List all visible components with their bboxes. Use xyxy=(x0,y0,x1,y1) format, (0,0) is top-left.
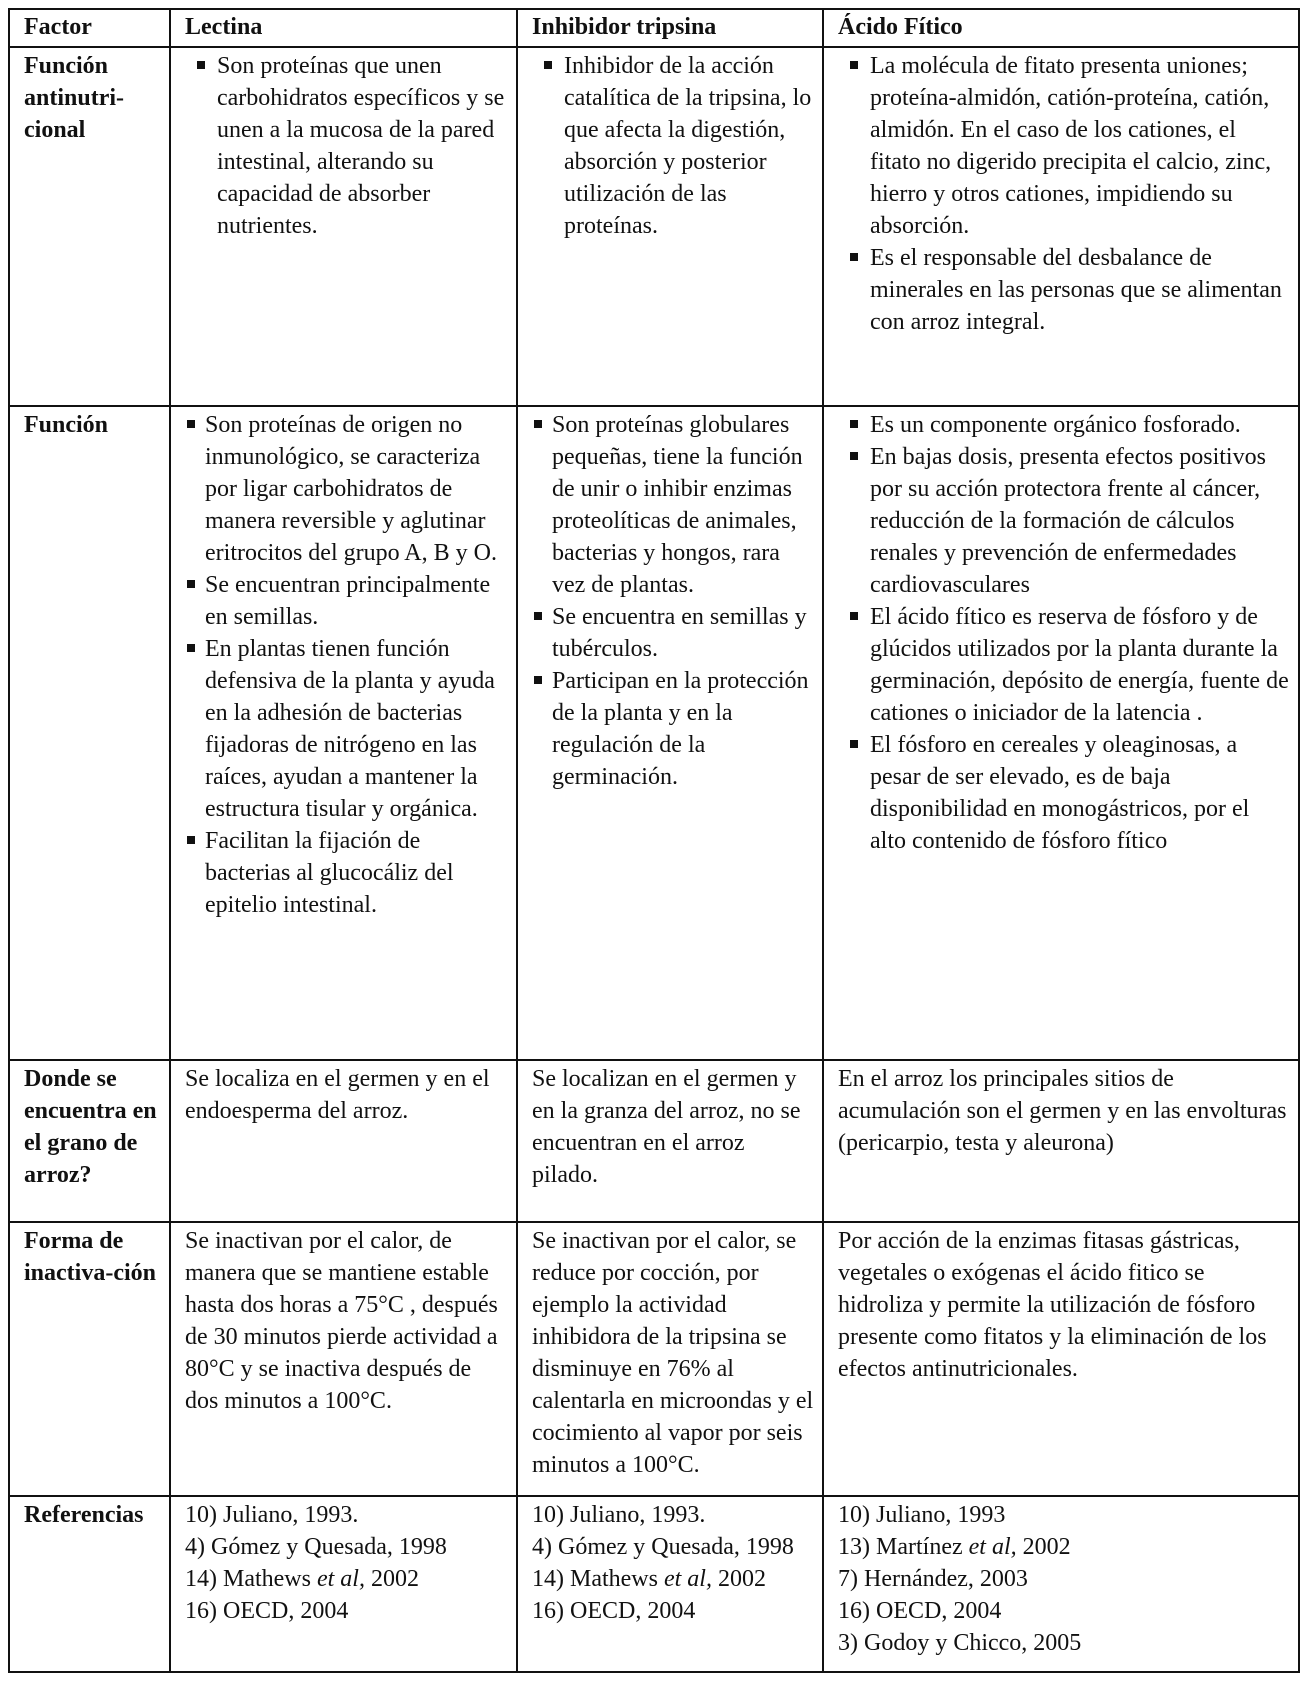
reference-line: 16) OECD, 2004 xyxy=(838,1598,1002,1624)
reference-line: 10) Juliano, 1993. xyxy=(532,1502,706,1528)
reference-line: 10) Juliano, 1993. xyxy=(185,1502,359,1528)
row-referencias xyxy=(9,1496,1299,1672)
reference-line: 16) OECD, 2004 xyxy=(185,1598,349,1624)
list-item: Participan en la protección de la planta y en la regulación de la germinación. xyxy=(532,665,814,793)
cell-acido: En el arroz los principales sitios de acumulación son el germen y en las envolturas (pericarpio, testa y aleurona) xyxy=(823,1060,1299,1222)
reference-line: 4) Gómez y Quesada, 1998 xyxy=(185,1534,447,1560)
row-funcion xyxy=(9,406,1299,1060)
cell-inhibidor xyxy=(517,1496,823,1672)
cell-inhibidor xyxy=(517,406,823,1060)
row-label: Función xyxy=(9,406,170,1060)
cell-acido xyxy=(823,47,1299,406)
reference-line: 13) Martínez et al, 2002 xyxy=(838,1534,1071,1560)
list-item: Es el responsable del desbalance de minerales en las personas que se alimentan con arroz integral. xyxy=(838,242,1290,338)
list-item: El ácido fítico es reserva de fósforo y de glúcidos utilizados por la planta durante la germinación, depósito de energía, fuente de cationes o iniciador de la latencia . xyxy=(838,601,1290,729)
list-item: Se encuentra en semillas y tubérculos. xyxy=(532,601,814,665)
list-item: Son proteínas de origen no inmunológico, se caracteriza por ligar carbohidratos de manera reversible y aglutinar eritrocitos del grupo A, B y O. xyxy=(185,409,508,569)
cell-inhibidor: Se localizan en el germen y en la granza del arroz, no se encuentran en el arroz pilado. xyxy=(517,1060,823,1222)
reference-line: 14) Mathews et al, 2002 xyxy=(532,1566,766,1592)
row-donde-se-encuentra xyxy=(9,1060,1299,1222)
header-acido-fitico: Ácido Fítico xyxy=(823,9,1299,47)
list-item: Facilitan la fijación de bacterias al glucocáliz del epitelio intestinal. xyxy=(185,825,508,921)
reference-line: 16) OECD, 2004 xyxy=(532,1598,696,1624)
list-item: Es un componente orgánico fosforado. xyxy=(838,409,1290,441)
cell-lectina xyxy=(170,406,517,1060)
cell-inhibidor xyxy=(517,47,823,406)
cell-lectina: Se inactivan por el calor, de manera que se mantiene estable hasta dos horas a 75°C , después de 30 minutos pierde actividad a 80°C y se inactiva después de dos minutos a 100°C. xyxy=(170,1222,517,1496)
row-label: Forma de inactiva-ción xyxy=(9,1222,170,1496)
list-item: Inhibidor de la acción catalítica de la tripsina, lo que afecta la digestión, absorción y posterior utilización de las proteínas. xyxy=(532,50,814,242)
list-item: La molécula de fitato presenta uniones; proteína-almidón, catión-proteína, catión, almidón. En el caso de los cationes, el fitato no digerido precipita el calcio, zinc, hierro y otros cationes, impidiendo su absorción. xyxy=(838,50,1290,242)
cell-lectina xyxy=(170,1496,517,1672)
factor-comparison-table xyxy=(8,8,1300,1673)
reference-line: 4) Gómez y Quesada, 1998 xyxy=(532,1534,794,1560)
row-label: Función antinutri-cional xyxy=(9,47,170,406)
cell-inhibidor: Se inactivan por el calor, se reduce por cocción, por ejemplo la actividad inhibidora de la tripsina se disminuye en 76% al calentarla en microondas y el cocimiento al vapor por seis minutos a 100°C. xyxy=(517,1222,823,1496)
cell-acido xyxy=(823,406,1299,1060)
reference-line: 3) Godoy y Chicco, 2005 xyxy=(838,1630,1082,1656)
header-row xyxy=(9,9,1299,47)
list-item: Son proteínas que unen carbohidratos específicos y se unen a la mucosa de la pared intestinal, alterando su capacidad de absorber nutrientes. xyxy=(185,50,508,242)
header-factor: Factor xyxy=(9,9,170,47)
row-label: Referencias xyxy=(9,1496,170,1672)
list-item: El fósforo en cereales y oleaginosas, a pesar de ser elevado, es de baja disponibilidad en monogástricos, por el alto contenido de fósforo fítico xyxy=(838,729,1290,857)
row-forma-de-inactivacion xyxy=(9,1222,1299,1496)
cell-lectina xyxy=(170,47,517,406)
cell-acido xyxy=(823,1496,1299,1672)
cell-lectina: Se localiza en el germen y en el endoesperma del arroz. xyxy=(170,1060,517,1222)
reference-line: 7) Hernández, 2003 xyxy=(838,1566,1028,1592)
reference-line: 14) Mathews et al, 2002 xyxy=(185,1566,419,1592)
cell-acido: Por acción de la enzimas fitasas gástricas, vegetales o exógenas el ácido fitico se hidroliza y permite la utilización de fósforo presente como fitatos y la eliminación de los efectos antinutricionales. xyxy=(823,1222,1299,1496)
list-item: En bajas dosis, presenta efectos positivos por su acción protectora frente al cáncer, reducción de la formación de cálculos renales y prevención de enfermedades cardiovasculares xyxy=(838,441,1290,601)
row-funcion-antinutricional xyxy=(9,47,1299,406)
list-item: En plantas tienen función defensiva de la planta y ayuda en la adhesión de bacterias fijadoras de nitrógeno en las raíces, ayudan a mantener la estructura tisular y orgánica. xyxy=(185,633,508,825)
row-label: Donde se encuentra en el grano de arroz? xyxy=(9,1060,170,1222)
list-item: Son proteínas globulares pequeñas, tiene la función de unir o inhibir enzimas proteolíticas de animales, bacterias y hongos, rara vez de plantas. xyxy=(532,409,814,601)
list-item: Se encuentran principalmente en semillas. xyxy=(185,569,508,633)
reference-line: 10) Juliano, 1993 xyxy=(838,1502,1006,1528)
header-inhibidor-tripsina: Inhibidor tripsina xyxy=(517,9,823,47)
header-lectina: Lectina xyxy=(170,9,517,47)
